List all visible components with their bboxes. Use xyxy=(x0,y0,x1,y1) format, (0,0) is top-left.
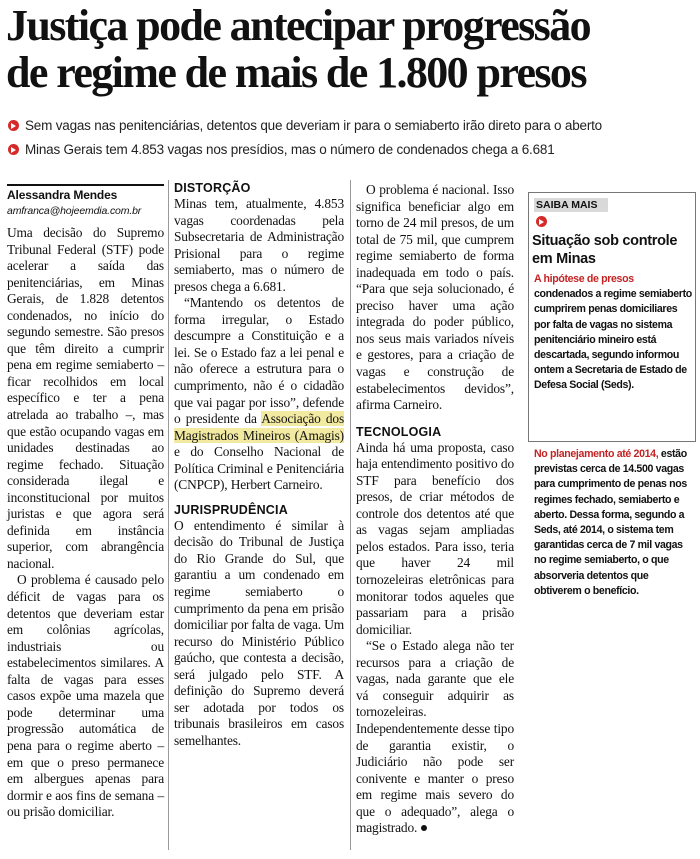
arrow-bullet-icon xyxy=(536,216,547,227)
column-divider xyxy=(168,180,169,850)
subhead-2-text: Minas Gerais tem 4.853 vagas nos presídios, mas o número de condenados chega a 6.681 xyxy=(25,142,555,157)
kicker-distorcao: DISTORÇÃO xyxy=(174,181,251,195)
col3-paragraph-3 xyxy=(356,638,514,837)
headline xyxy=(6,2,696,96)
subhead-1 xyxy=(8,117,698,135)
sidebar-paragraph-1 xyxy=(534,272,694,394)
saiba-mais-label: SAIBA MAIS xyxy=(534,198,608,212)
sidebar-text-2: estão previstas cerca de 14.500 vagas para cumprimento de penas nos regimes fechado, semiaberto e aberto. Dessa forma, segundo a Seds, até 2014, o sistema tem garantidas cerca de 7 mil vagas no regime semiaberto, o que absorveria detentos que obtiverem o benefício. xyxy=(534,448,687,597)
sidebar-title: Situação sob controle em Minas xyxy=(532,233,678,267)
headline-line-2: de regime de mais de 1.800 presos xyxy=(6,48,586,97)
subhead-1-text: Sem vagas nas penitenciárias, detentos que deveriam ir para o semiaberto irão direto para o aberto xyxy=(25,118,602,133)
col3-paragraph-3-text: “Se o Estado alega não ter recursos para a criação de vagas, nada garante que ele vá conseguir adquirir as tornozeleiras. Independentemente desse tipo de garantia existir, o Judiciário não pode ser conivente e manter o preso em regime mais severo do que o adequado”, alega o magistrado. xyxy=(356,638,514,836)
bullet-arrow-icon xyxy=(8,144,19,155)
col1-paragraph-2: O problema é causado pelo déficit de vagas para os detentos que deveriam estar em colônias agrícolas, industriais ou estabelecimentos similares. A falta de vagas para esses casos expõe uma mazela que pode determinar uma progressão automática de pena para o regime aberto – em que o preso permanece em albergues apenas para dormir e aos fins de semana – ou prisão domiciliar. xyxy=(7,572,164,820)
column-3 xyxy=(356,182,514,837)
column-divider xyxy=(350,180,351,850)
sidebar-text-1: condenados a regime semiaberto cumprirem penas domiciliares por falta de vagas no sistema penitenciário mineiro está descartada, segundo informou ontem a Secretaria de Estado de Defesa Social (Seds). xyxy=(534,288,692,392)
column-2 xyxy=(174,180,344,750)
end-mark-icon xyxy=(421,825,427,831)
kicker-jurisprudencia: JURISPRUDÊNCIA xyxy=(174,502,288,517)
bullet-arrow-icon xyxy=(8,120,19,131)
sidebar-lead-1: A hipótese de presos xyxy=(534,273,634,285)
col3-paragraph-1: O problema é nacional. Isso significa beneficiar algo em torno de 24 mil presos, de um total de 75 mil, que cumprem regime semiaberto de forma inadequada em todo o país. “Para que seja solucionado, é preciso haver uma ação integrada do poder público, nos seus mais variados níveis e gestores, para a criação de vagas e construção de estabelecimentos devidos”, afirma Carneiro. xyxy=(356,182,514,413)
col2-paragraph-2 xyxy=(174,295,344,494)
subhead-2 xyxy=(8,141,698,159)
sidebar-paragraph-2 xyxy=(534,447,694,599)
byline-email: amfranca@hojeemdia.com.br xyxy=(7,205,142,217)
headline-line-1: Justiça pode antecipar progressão xyxy=(6,1,590,50)
sidebar-lead-2: No planejamento até 2014, xyxy=(534,448,659,460)
col2-paragraph-1: Minas tem, atualmente, 4.853 vagas coordenadas pela Subsecretaria de Administração Prisional para o regime semiaberto, mas o número de presos chega a 6.681. xyxy=(174,196,344,294)
column-1 xyxy=(7,184,164,821)
byline-author: Alessandra Mendes xyxy=(7,184,164,203)
col2-paragraph-2a: “Mantendo os detentos de forma irregular, o Estado descumpre a Constituição e a lei. Se o Estado faz a lei penal e não oferece a estrutura para o cumprimento, não é o cidadão que vai pagar por isso”, defende o presidente da xyxy=(174,295,344,427)
col2-paragraph-2b: e do Conselho Nacional de Política Criminal e Penitenciária (CNPCP), Herbert Carneiro. xyxy=(174,444,344,493)
kicker-tecnologia: TECNOLOGIA xyxy=(356,424,442,439)
highlighted-amagis: Associação dos Magistrados Mineiros (Amagis) xyxy=(174,411,345,443)
col2-paragraph-3: O entendimento é similar à decisão do Tribunal de Justiça do Rio Grande do Sul, que garantiu a um condenado em regime semiaberto o cumprimento da pena em prisão domiciliar por falta de vaga. Um recurso do Ministério Público gaúcho, que contesta a decisão, será julgado pelo STF. A definição do Supremo deverá ser adotada por todos os tribunais brasileiros em casos semelhantes. xyxy=(174,517,344,748)
col3-paragraph-2: Ainda há uma proposta, caso haja entendimento positivo do STF para benefício dos presos, de criar métodos de controle dos detentos até que as vagas sejam ampliadas pelos estados. Para isso, teria que haver 24 mil tornozeleiras eletrônicas para monitorar todos aqueles que passariam para a prisão domiciliar. xyxy=(356,439,514,637)
col1-paragraph-1: Uma decisão do Supremo Tribunal Federal (STF) pode acelerar a saída das penitenciárias, em Minas Gerais, de 1.828 detentos condenados, no início do segundo semestre. São presos que têm direito a cumprir pena em regime semiaberto – ficar recolhidos em local específico e ter a pena atrelada ao trabalho –, mas que estão ocupando vagas em unidades destinadas ao regime fechado. Situação considerada ilegal e inconstitucional por muitos juristas e que agora será definida em instância superior, com abrangência nacional. xyxy=(7,225,164,571)
